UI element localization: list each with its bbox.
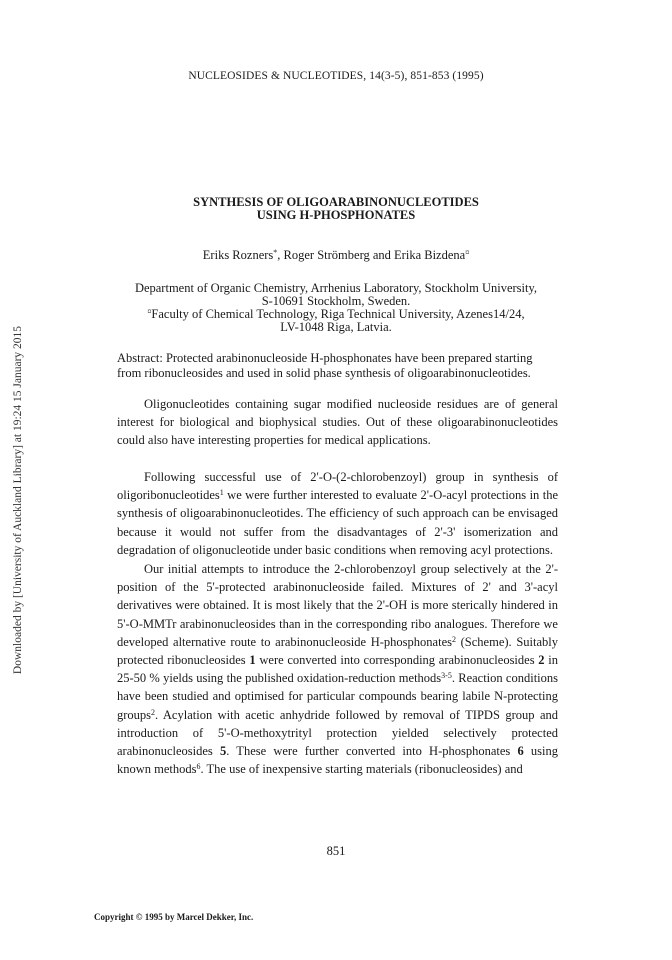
reference-mark: 6 xyxy=(196,762,201,772)
title-line-1: SYNTHESIS OF OLIGOARABINONUCLEOTIDES xyxy=(193,195,479,209)
abstract: Abstract: Protected arabinonucleoside H-phosphonates have been prepared starting from ribonucleosides and used in solid phase synthesis of oligoarabinonucleotides. xyxy=(117,351,533,380)
author-list xyxy=(0,248,672,263)
paragraph-3-text: . Acylation with acetic anhydride followed by removal of TIPDS group and introduction of 5'-O-methoxytrityl protection yielded selectively protected arabinonucleosides xyxy=(117,707,558,759)
reference-mark: 3-5 xyxy=(441,671,452,681)
journal-header: NUCLEOSIDES & NUCLEOTIDES, 14(3-5), 851-853 (1995) xyxy=(188,70,484,82)
compound-number: 1 xyxy=(249,653,256,668)
paragraph-3-text: were converted into corresponding arabinonucleosides xyxy=(255,653,539,668)
reference-mark: 2 xyxy=(451,634,456,644)
affiliation-1-line-1: Department of Organic Chemistry, Arrhenius Laboratory, Stockholm University, xyxy=(134,281,538,295)
paragraph-2 xyxy=(117,468,558,559)
paragraph-1: Oligonucleotides containing sugar modified nucleoside residues are of general interest for biological and biophysical studies. Out of these oligoarabinonucleotides could also have interesting properties for medical applications. xyxy=(117,397,558,448)
title-line-2: USING H-PHOSPHONATES xyxy=(256,208,416,222)
paragraph-3-text: . Reaction conditions have been studied and optimised for particular compounds bearing labile N-protecting groups xyxy=(117,671,558,722)
affiliation-mark: ¤ xyxy=(465,248,470,257)
paragraph-3-text: in 25-50 % yields using the published oxidation-reduction methods xyxy=(117,653,558,686)
copyright-notice: Copyright © 1995 by Marcel Dekker, Inc. xyxy=(94,912,254,922)
author-1: Eriks Rozners xyxy=(202,248,274,262)
article-title xyxy=(0,196,672,222)
affiliations xyxy=(0,282,672,334)
paragraph-3 xyxy=(117,560,558,778)
affiliation-1-line-2: S-10691 Stockholm, Sweden. xyxy=(261,294,411,308)
corresponding-mark: * xyxy=(273,248,278,257)
affiliation-2-line-2: LV-1048 Riga, Latvia. xyxy=(280,320,392,334)
paragraph-2-text: Following successful use of 2'-O-(2-chlorobenzoyl) group in synthesis of oligoribonucleotides xyxy=(117,470,558,503)
page-number: 851 xyxy=(326,844,346,858)
compound-number: 6 xyxy=(517,744,524,759)
paragraph-3-text: . The use of inexpensive starting materials (ribonucleosides) and xyxy=(200,762,523,777)
affiliation-2-text: Faculty of Chemical Technology, Riga Technical University, Azenes14/24, xyxy=(151,307,525,321)
affiliation-2-mark: ¤ xyxy=(147,307,152,316)
reference-mark: 1 xyxy=(219,488,224,498)
paragraph-3-text: using known methods xyxy=(117,744,558,777)
paragraph-2-text: we were further interested to evaluate 2'-O-acyl protections in the synthesis of oligoarabinonucleotides. The efficiency of such approach can be envisaged because it would not suffer from the disadvantages of 2'-3' isomerization and degradation of oligonucleotide under basic conditions when removing acyl protections. xyxy=(117,488,558,557)
compound-number: 2 xyxy=(538,653,545,668)
reference-mark: 2 xyxy=(151,707,156,717)
other-authors: , Roger Strömberg and Erika Bizdena xyxy=(277,248,466,262)
paragraph-3-text: (Scheme). Suitably protected ribonucleosides xyxy=(117,634,558,668)
compound-number: 5 xyxy=(219,744,227,759)
download-note: Downloaded by [University of Auckland Library] at 19:24 15 January 2015 xyxy=(12,325,24,675)
paragraph-3-text: Our initial attempts to introduce the 2-chlorobenzoyl group selectively at the 2'-position of the 5'-protected arabinonucleoside failed. Mixtures of 2' and 3'-acyl derivatives were obtained. It is most likely that the 2'-OH is more sterically hindered in 5'-O-MMTr arabinonucleosides than in the corresponding ribo analogues. Therefore we developed alternative route to arabinonucleoside H-phosphonates xyxy=(117,562,558,649)
paragraph-3-text: . These were further converted into H-phosphonates xyxy=(226,744,518,759)
